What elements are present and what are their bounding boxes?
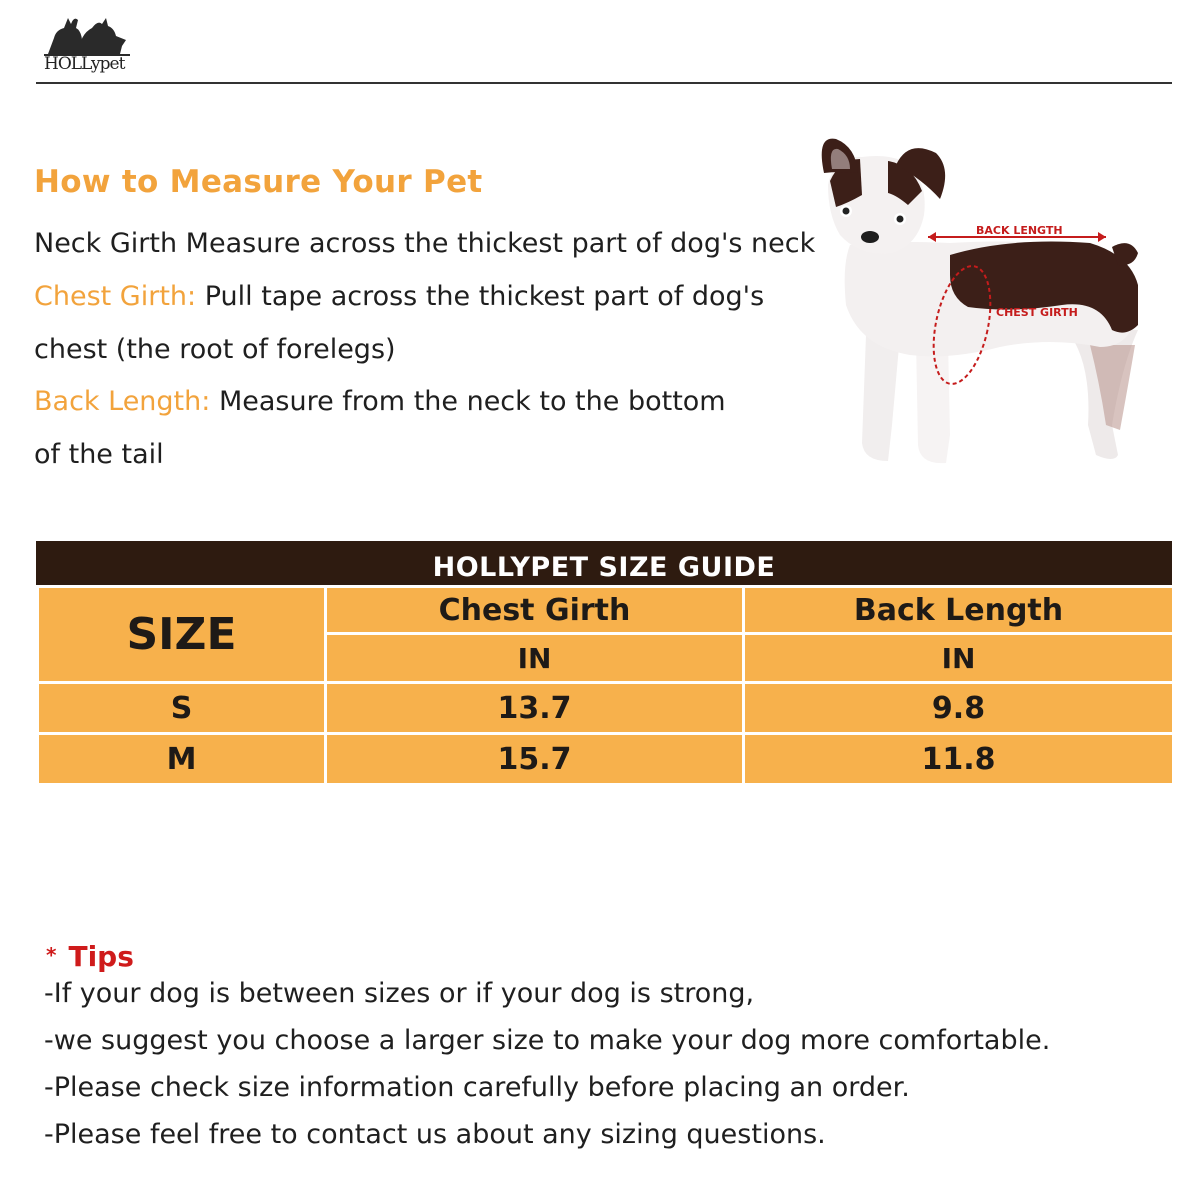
chest-girth-cell: 15.7 (326, 734, 744, 785)
size-table-grid (36, 585, 1175, 786)
header-divider (36, 82, 1172, 84)
chest-girth-unit: IN (326, 634, 744, 683)
measure-title: How to Measure Your Pet (34, 164, 483, 200)
dog-measurement-illustration (800, 125, 1180, 475)
tip-line: -Please feel free to contact us about any sizing questions. (44, 1119, 826, 1150)
chest-girth-text-2: chest (the root of forelegs) (34, 334, 396, 365)
tip-line: -Please check size information carefully before placing an order. (44, 1072, 910, 1103)
back-length-cell: 11.8 (744, 734, 1174, 785)
tips-title (46, 940, 134, 973)
chest-girth-diagram-label: CHEST GIRTH (996, 306, 1078, 319)
tip-line: -If your dog is between sizes or if your dog is strong, (44, 978, 755, 1009)
brand-logo (40, 10, 135, 78)
back-length-text: Measure from the neck to the bottom (210, 386, 726, 417)
chest-girth-label: Chest Girth: (34, 281, 197, 312)
size-cell: S (38, 683, 326, 734)
back-length-text-2: of the tail (34, 439, 164, 470)
chest-girth-column-header: Chest Girth (326, 587, 744, 634)
tip-line: -we suggest you choose a larger size to make your dog more comfortable. (44, 1025, 1051, 1056)
neck-girth-text: Neck Girth Measure across the thickest part of dog's neck (34, 228, 816, 259)
chest-girth-text: Pull tape across the thickest part of dog's (196, 281, 765, 312)
size-guide-title: HOLLYPET SIZE GUIDE (36, 541, 1172, 585)
back-length-cell: 9.8 (744, 683, 1174, 734)
size-column-header: SIZE (38, 587, 326, 683)
chest-girth-line (34, 281, 764, 312)
star-icon: * (46, 943, 57, 967)
back-length-unit: IN (744, 634, 1174, 683)
chest-girth-cell: 13.7 (326, 683, 744, 734)
tips-title-text: Tips (68, 940, 134, 973)
back-length-line (34, 386, 726, 417)
table-row (38, 683, 1174, 734)
table-header-row (38, 587, 1174, 634)
table-row (38, 734, 1174, 785)
pets-silhouette-icon (40, 10, 135, 58)
logo-text: HOLLypet (44, 54, 125, 74)
back-length-label: Back Length: (34, 386, 211, 417)
size-guide-table (36, 541, 1172, 786)
back-length-diagram-label: BACK LENGTH (976, 224, 1063, 237)
back-length-column-header: Back Length (744, 587, 1174, 634)
size-cell: M (38, 734, 326, 785)
